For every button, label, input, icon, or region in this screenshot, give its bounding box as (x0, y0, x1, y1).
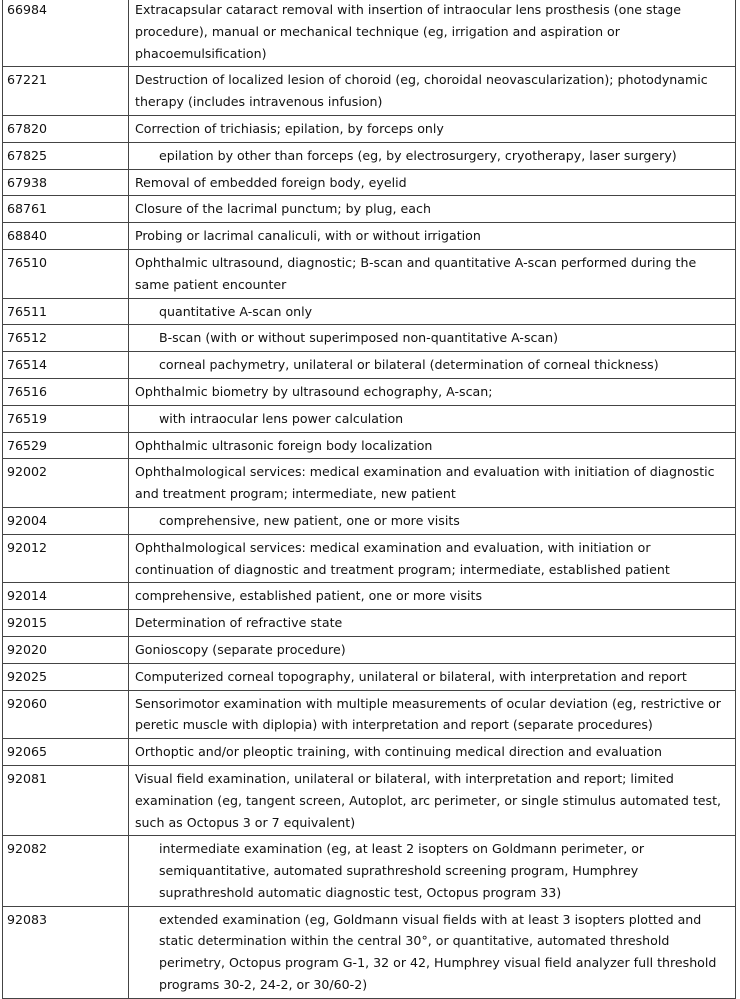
procedure-description-cell: Ophthalmological services: medical examination and evaluation, with initiation or continuation of diagnostic and treatment program; intermediate, established patient (129, 534, 736, 583)
procedure-description-cell: Ophthalmic ultrasonic foreign body localization (129, 432, 736, 459)
procedure-description-cell: comprehensive, new patient, one or more visits (129, 507, 736, 534)
procedure-code-cell: 92002 (3, 459, 129, 508)
procedure-code-cell: 92081 (3, 765, 129, 835)
procedure-description-cell: corneal pachymetry, unilateral or bilateral (determination of corneal thickness) (129, 352, 736, 379)
table-row (3, 663, 736, 690)
procedure-code-cell: 92082 (3, 836, 129, 906)
procedure-description-cell: Gonioscopy (separate procedure) (129, 636, 736, 663)
procedure-description-cell: with intraocular lens power calculation (129, 405, 736, 432)
procedure-code-cell: 76516 (3, 378, 129, 405)
procedure-code-cell: 92065 (3, 739, 129, 766)
procedure-code-table (2, 0, 736, 999)
table-row (3, 378, 736, 405)
procedure-code-cell: 76510 (3, 249, 129, 298)
procedure-description-cell: Removal of embedded foreign body, eyelid (129, 169, 736, 196)
table-row (3, 169, 736, 196)
table-row (3, 249, 736, 298)
table-row (3, 115, 736, 142)
table-row (3, 610, 736, 637)
procedure-code-cell: 76529 (3, 432, 129, 459)
procedure-code-cell: 67820 (3, 115, 129, 142)
procedure-code-cell: 76512 (3, 325, 129, 352)
table-row (3, 836, 736, 906)
procedure-description-cell: epilation by other than forceps (eg, by electrosurgery, cryotherapy, laser surgery) (129, 142, 736, 169)
table-row (3, 0, 736, 67)
procedure-description-cell: comprehensive, established patient, one or more visits (129, 583, 736, 610)
procedure-description-cell: Ophthalmic ultrasound, diagnostic; B-scan and quantitative A-scan performed during the same patient encounter (129, 249, 736, 298)
procedure-description-cell: Orthoptic and/or pleoptic training, with continuing medical direction and evaluation (129, 739, 736, 766)
procedure-code-cell: 67825 (3, 142, 129, 169)
procedure-code-cell: 67938 (3, 169, 129, 196)
table-row (3, 507, 736, 534)
table-row (3, 432, 736, 459)
procedure-code-cell: 92025 (3, 663, 129, 690)
procedure-code-cell: 92012 (3, 534, 129, 583)
table-row (3, 405, 736, 432)
procedure-code-cell: 92083 (3, 906, 129, 998)
table-row (3, 67, 736, 116)
procedure-code-cell: 92004 (3, 507, 129, 534)
procedure-description-cell: Probing or lacrimal canaliculi, with or without irrigation (129, 223, 736, 250)
procedure-code-cell: 92060 (3, 690, 129, 739)
procedure-code-cell: 67221 (3, 67, 129, 116)
table-row (3, 583, 736, 610)
table-row (3, 765, 736, 835)
procedure-code-cell: 92015 (3, 610, 129, 637)
table-row (3, 352, 736, 379)
procedure-description-cell: Destruction of localized lesion of choroid (eg, choroidal neovascularization); photodynamic therapy (includes intravenous infusion) (129, 67, 736, 116)
table-body (3, 0, 736, 998)
procedure-description-cell: Ophthalmological services: medical examination and evaluation with initiation of diagnostic and treatment program; intermediate, new patient (129, 459, 736, 508)
procedure-description-cell: Sensorimotor examination with multiple measurements of ocular deviation (eg, restrictive or peretic muscle with diplopia) with interpretation and report (separate procedures) (129, 690, 736, 739)
procedure-description-cell: Extracapsular cataract removal with insertion of intraocular lens prosthesis (one stage procedure), manual or mechanical technique (eg, irrigation and aspiration or phacoemulsification) (129, 0, 736, 67)
procedure-description-cell: Visual field examination, unilateral or bilateral, with interpretation and report; limited examination (eg, tangent screen, Autoplot, arc perimeter, or single stimulus automated test, such as Octopus 3 or 7 equivalent) (129, 765, 736, 835)
procedure-code-cell: 76519 (3, 405, 129, 432)
table-row (3, 223, 736, 250)
procedure-description-cell: Ophthalmic biometry by ultrasound echography, A-scan; (129, 378, 736, 405)
procedure-description-cell: Correction of trichiasis; epilation, by forceps only (129, 115, 736, 142)
table-row (3, 739, 736, 766)
table-row (3, 325, 736, 352)
table-row (3, 298, 736, 325)
procedure-code-cell: 68840 (3, 223, 129, 250)
procedure-description-cell: extended examination (eg, Goldmann visual fields with at least 3 isopters plotted and static determination within the central 30°, or quantitative, automated threshold perimetry, Octopus program G-1, 32 or 42, Humphrey visual field analyzer full threshold programs 30-2, 24-2, or 30/60-2) (129, 906, 736, 998)
procedure-code-cell: 76514 (3, 352, 129, 379)
procedure-code-cell: 92014 (3, 583, 129, 610)
procedure-code-cell: 92020 (3, 636, 129, 663)
procedure-description-cell: B-scan (with or without superimposed non-quantitative A-scan) (129, 325, 736, 352)
table-row (3, 534, 736, 583)
procedure-code-cell: 76511 (3, 298, 129, 325)
procedure-code-cell: 68761 (3, 196, 129, 223)
procedure-code-cell: 66984 (3, 0, 129, 67)
table-row (3, 142, 736, 169)
procedure-description-cell: Closure of the lacrimal punctum; by plug, each (129, 196, 736, 223)
table-row (3, 690, 736, 739)
table-row (3, 636, 736, 663)
procedure-description-cell: Computerized corneal topography, unilateral or bilateral, with interpretation and report (129, 663, 736, 690)
table-row (3, 196, 736, 223)
procedure-description-cell: Determination of refractive state (129, 610, 736, 637)
procedure-description-cell: quantitative A-scan only (129, 298, 736, 325)
procedure-description-cell: intermediate examination (eg, at least 2 isopters on Goldmann perimeter, or semiquantitative, automated suprathreshold screening program, Humphrey suprathreshold automatic diagnostic test, Octopus program 33) (129, 836, 736, 906)
table-row (3, 459, 736, 508)
table-row (3, 906, 736, 998)
